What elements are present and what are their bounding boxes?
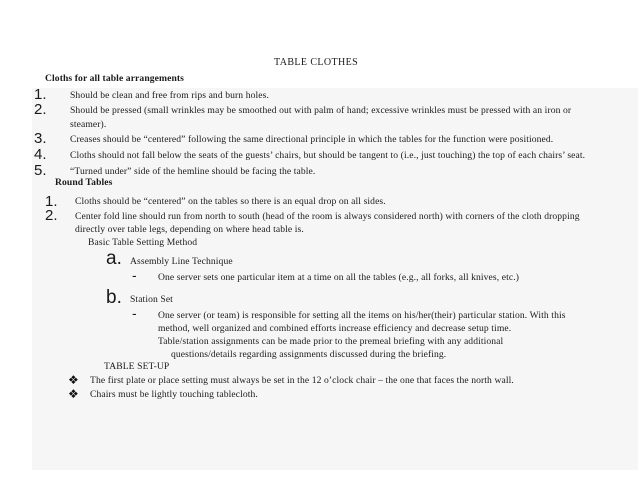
method-description: One server (or team) is responsible for setting all the items on his/her(their) particular station. With this	[158, 310, 566, 321]
method-name: Assembly Line Technique	[130, 256, 233, 267]
method-letter: a.	[106, 248, 122, 269]
list-number: 4.	[34, 146, 47, 163]
method-name: Station Set	[130, 294, 173, 305]
list-item-text: Creases should be “centered” following the same directional principle in which the tables for the function were positioned.	[70, 134, 554, 145]
bullet-text: Chairs must be lightly touching tablecloth.	[90, 389, 258, 400]
list-number: 1.	[34, 86, 47, 103]
method-description: method, well organized and combined efforts increase efficiency and decrease setup time.	[158, 323, 512, 334]
list-item-text: “Turned under” side of the hemline should be facing the table.	[70, 166, 316, 177]
list-item-text: directly over table legs, depending on where head table is.	[75, 224, 304, 235]
list-item-text: Center fold line should run from north to south (head of the room is always considered north) with corners of the cloth dropping	[75, 211, 580, 222]
setup-heading: TABLE SET-UP	[104, 361, 170, 372]
page-title: TABLE CLOTHES	[274, 57, 359, 68]
list-number: 5.	[34, 162, 47, 179]
list-number: 2.	[34, 101, 47, 118]
list-item-text: Cloths should not fall below the seats of the guests’ chairs, but should be tangent to (i.e., just touching) the top of each chairs’ seat.	[70, 150, 586, 161]
list-number: 3.	[34, 130, 47, 147]
section-heading-round: Round Tables	[55, 177, 113, 188]
section-heading-cloths: Cloths for all table arrangements	[45, 73, 185, 84]
list-item-text: Should be pressed (small wrinkles may be smoothed out with palm of hand; excessive wrinkles must be pressed with an iron or	[70, 105, 572, 116]
list-item-text: Should be clean and free from rips and burn holes.	[70, 90, 269, 101]
bullet-text: The first plate or place setting must always be set in the 12 o’clock chair – the one that faces the north wall.	[90, 375, 514, 386]
method-letter: b.	[106, 287, 122, 308]
list-number: 2.	[45, 207, 58, 224]
list-item-text: Cloths should be “centered” on the tables so there is an equal drop on all sides.	[75, 196, 386, 207]
subheading-basic-method: Basic Table Setting Method	[88, 237, 198, 248]
method-description: questions/details regarding assignments discussed during the briefing.	[171, 349, 447, 360]
method-description: One server sets one particular item at a time on all the tables (e.g., all forks, all knives, etc.)	[158, 272, 520, 283]
dash-marker: -	[132, 267, 137, 283]
diamond-bullet-icon: ❖	[68, 387, 79, 401]
list-number: 1.	[45, 193, 58, 210]
diamond-bullet-icon: ❖	[68, 373, 79, 387]
dash-marker: -	[132, 305, 137, 321]
list-item-text: steamer).	[70, 119, 107, 130]
method-description: Table/station assignments can be made prior to the premeal briefing with any additional	[158, 336, 504, 347]
